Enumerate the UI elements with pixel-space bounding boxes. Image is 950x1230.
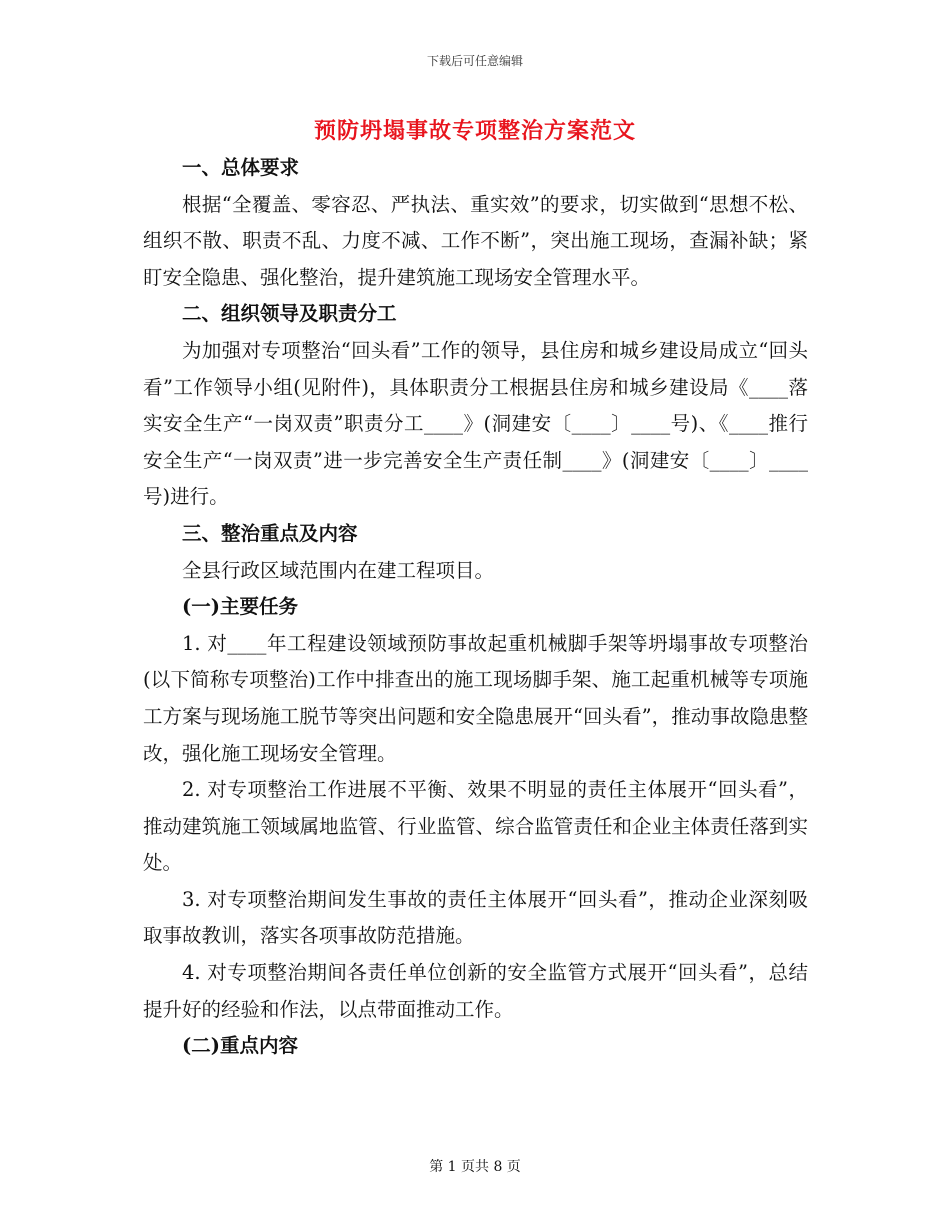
paragraph-scope: 全县行政区域范围内在建工程项目。 — [182, 558, 495, 582]
task-item-3: 3. 对专项整治期间发生事故的责任主体展开“回头看”，推动企业深刻吸取事故教训，落实各项事故防范措施。 — [143, 887, 808, 948]
section-heading-3: 三、整治重点及内容 — [182, 521, 358, 545]
document-body — [143, 150, 808, 1065]
paragraph-organization: 为加强对专项整治“回头看”工作的领导，县住房和城乡建设局成立“回头看”工作领导小组(见附件)，具体职责分工根据县住房和城乡建设局《____落实安全生产“一岗双责”职责分工____》(洞建安〔____〕____号)、《____推行安全生产“一岗双责”进一步完善安全生产责任制____》(洞建安〔____〕____号)进行。 — [143, 338, 808, 509]
section-heading-1: 一、总体要求 — [182, 156, 300, 179]
document-title: 预防坍塌事故专项整治方案范文 — [313, 118, 636, 144]
page-footer: 第 1 页共 8 页 — [429, 1159, 521, 1175]
subsection-heading-key-content: (二)重点内容 — [182, 1034, 298, 1058]
task-item-1: 1. 对____年工程建设领域预防事故起重机械脚手架等坍塌事故专项整治(以下简称专项整治)工作中排查出的施工现场脚手架、施工起重机械等专项施工方案与现场施工脱节等突出问题和安全隐患展开“回头看”，推动事故隐患整改，强化施工现场安全管理。 — [143, 631, 808, 765]
header-note: 下载后可任意编辑 — [426, 54, 523, 68]
subsection-heading-main-tasks: (一)主要任务 — [182, 595, 298, 619]
task-item-2: 2. 对专项整治工作进展不平衡、效果不明显的责任主体展开“回头看”，推动建筑施工领域属地监管、行业监管、综合监管责任和企业主体责任落到实处。 — [143, 778, 808, 875]
section-heading-2: 二、组织领导及职责分工 — [182, 302, 397, 326]
task-item-4: 4. 对专项整治期间各责任单位创新的安全监管方式展开“回头看”，总结提升好的经验和作法，以点带面推动工作。 — [143, 961, 808, 1021]
paragraph-general-requirements: 根据“全覆盖、零容忍、严执法、重实效”的要求，切实做到“思想不松、组织不散、职责不乱、力度不减、工作不断”，突出施工现场，查漏补缺；紧盯安全隐患、强化整治，提升建筑施工现场安全管理水平。 — [143, 192, 808, 289]
